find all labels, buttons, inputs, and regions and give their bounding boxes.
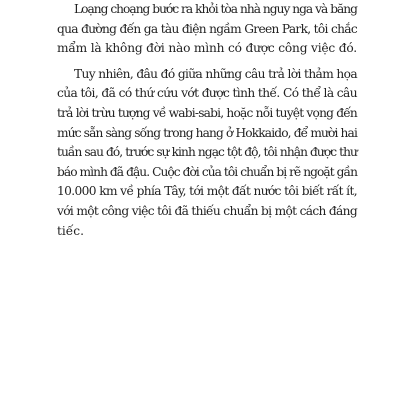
paragraph-1 xyxy=(57,0,357,59)
text-line: qua đường đến ga tàu điện ngầm Green Park, tôi chắc xyxy=(57,21,357,36)
text-line: mức sẵn sàng sống trong hang ở Hokkaido, để mười hai xyxy=(57,125,357,140)
text-line: 10.000 km về phía Tây, tới một đất nước tôi biết rất ít, xyxy=(57,184,358,199)
text-line: với một công việc tôi đã thiếu chuẩn bị một cách đáng xyxy=(57,203,357,218)
text-line: của tôi, đã có thứ cứu vớt được tình thế. Có thể là câu xyxy=(57,86,357,101)
text-line: tiếc. xyxy=(57,223,84,238)
text-line: Tuy nhiên, đâu đó giữa những câu trả lời thảm họa xyxy=(74,66,357,81)
text-line: Loạng choạng bước ra khỏi tòa nhà nguy nga và băng xyxy=(74,2,357,16)
text-line: báo mình đã đậu. Cuộc đời của tôi chuẩn bị rẽ ngoặt gần xyxy=(57,164,357,179)
text-line: trả lời trừu tượng về wabi-sabi, hoặc nỗi tuyệt vọng đến xyxy=(57,105,357,120)
paragraph-2 xyxy=(57,65,357,241)
body-text xyxy=(57,0,357,241)
text-line: mẩm là không đời nào mình có được công việc đó. xyxy=(57,41,357,56)
text-line: tuần sau đó, trước sự kinh ngạc tột độ, tôi nhận được thư xyxy=(57,145,357,160)
